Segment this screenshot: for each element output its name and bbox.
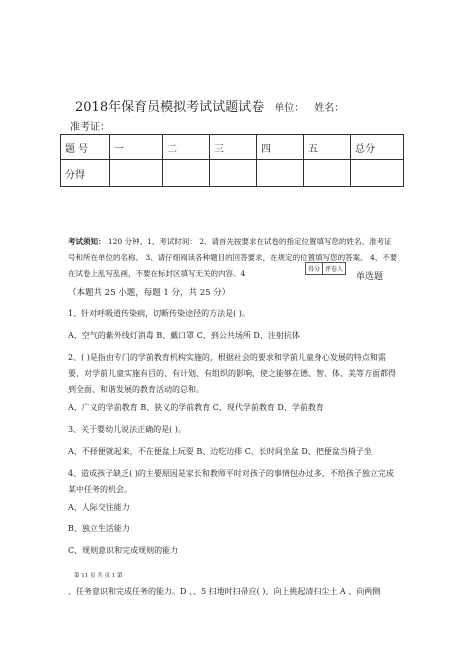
stamp-grader-cell: 评卷人	[325, 266, 344, 273]
unit-label: 单位：	[274, 103, 305, 114]
exam-title-text: 2018年保育员模拟考试试题试卷	[75, 100, 265, 115]
question-continuation: 、任务意识和完成任务的能力。D 、、5 扫地时扫帚应( )、向上挑起清扫尘土 A 、向两侧	[68, 587, 381, 596]
score-table	[60, 134, 404, 187]
instructions-text: 120 分钟。1、考试时间： 2、请首先按要求在试卷的指定位置填写您的姓名、准考证号和所在单位的名称。 3、请仔细阅读各种题目的回答要求，在规定的位置填写您的答案。 4、不要在试卷上乱写乱画，不要在标封区填写无关的内容。4	[68, 237, 398, 278]
question-3-options: A、不择便就起来，不在便盆上玩耍 B、边吃边排 C、长时间坐盆 D、把便盆当椅子坐	[68, 447, 372, 456]
grader-stamp-box	[305, 262, 346, 275]
exam-instructions	[68, 234, 398, 282]
exam-title	[75, 96, 344, 115]
score-cell-empty	[304, 160, 351, 187]
score-cell: 三	[210, 135, 257, 160]
question-4: 4、造成孩子缺乏( )的主要原因是家长和教师平时对孩子的事情包办过多，不给孩子独立完成某中任务的机会。	[68, 469, 394, 494]
question-4-option-a: A、人际交往能力	[68, 503, 130, 512]
score-cell: 五	[304, 135, 351, 160]
score-table-score-row	[61, 160, 404, 187]
score-cell: 总分	[351, 135, 404, 160]
question-4-option-b: B、独立生活能力	[68, 524, 130, 533]
score-cell: 四	[257, 135, 304, 160]
question-4-option-c: C、规则意识和完成规则的能力	[68, 546, 179, 555]
page-footer: 第 11 页 共 页 1 第	[74, 573, 123, 579]
question-1: 1、针对呼吸道传染病，切断传染途径的方法是( )。	[68, 309, 250, 318]
stamp-score-cell: 得分	[306, 263, 323, 274]
score-table-header-row	[61, 135, 404, 160]
instructions-label: 考试须知：	[68, 237, 106, 246]
section-note: （本题共 25 小题，每题 1 分，共 25 分）	[68, 288, 231, 298]
score-cell-empty	[110, 160, 163, 187]
score-row-label: 分得	[61, 160, 110, 187]
admission-label: 准考证：	[70, 122, 110, 133]
question-2-options: A、广义的学前教育 B、狭义的学前教育 C、现代学前教育 D、学前教育	[68, 403, 324, 412]
score-cell: 一	[110, 135, 163, 160]
name-label: 姓名：	[314, 103, 345, 114]
score-cell: 题 号	[61, 135, 110, 160]
question-3: 3、关于婴幼儿说法正确的是( )。	[68, 425, 186, 434]
score-cell-empty	[210, 160, 257, 187]
score-cell-empty	[257, 160, 304, 187]
question-2: 2、( )是指由专门的学前教育机构实施的，根据社会的要求和学前儿童身心发展的特点和需要，对学前儿童实施有目的、有计划、有组织的影响，使之能够在德、智、体、美等方面都得到全面、和谐发展的教育活动的总和。	[68, 353, 396, 394]
section-title: 单选题	[356, 272, 384, 282]
question-1-options: A、空气的紫外线灯消毒 B、戴口罩 C、到公共场所 D、注射抗体	[68, 331, 300, 340]
score-cell-empty	[163, 160, 210, 187]
score-cell: 二	[163, 135, 210, 160]
score-cell-empty	[351, 160, 404, 187]
